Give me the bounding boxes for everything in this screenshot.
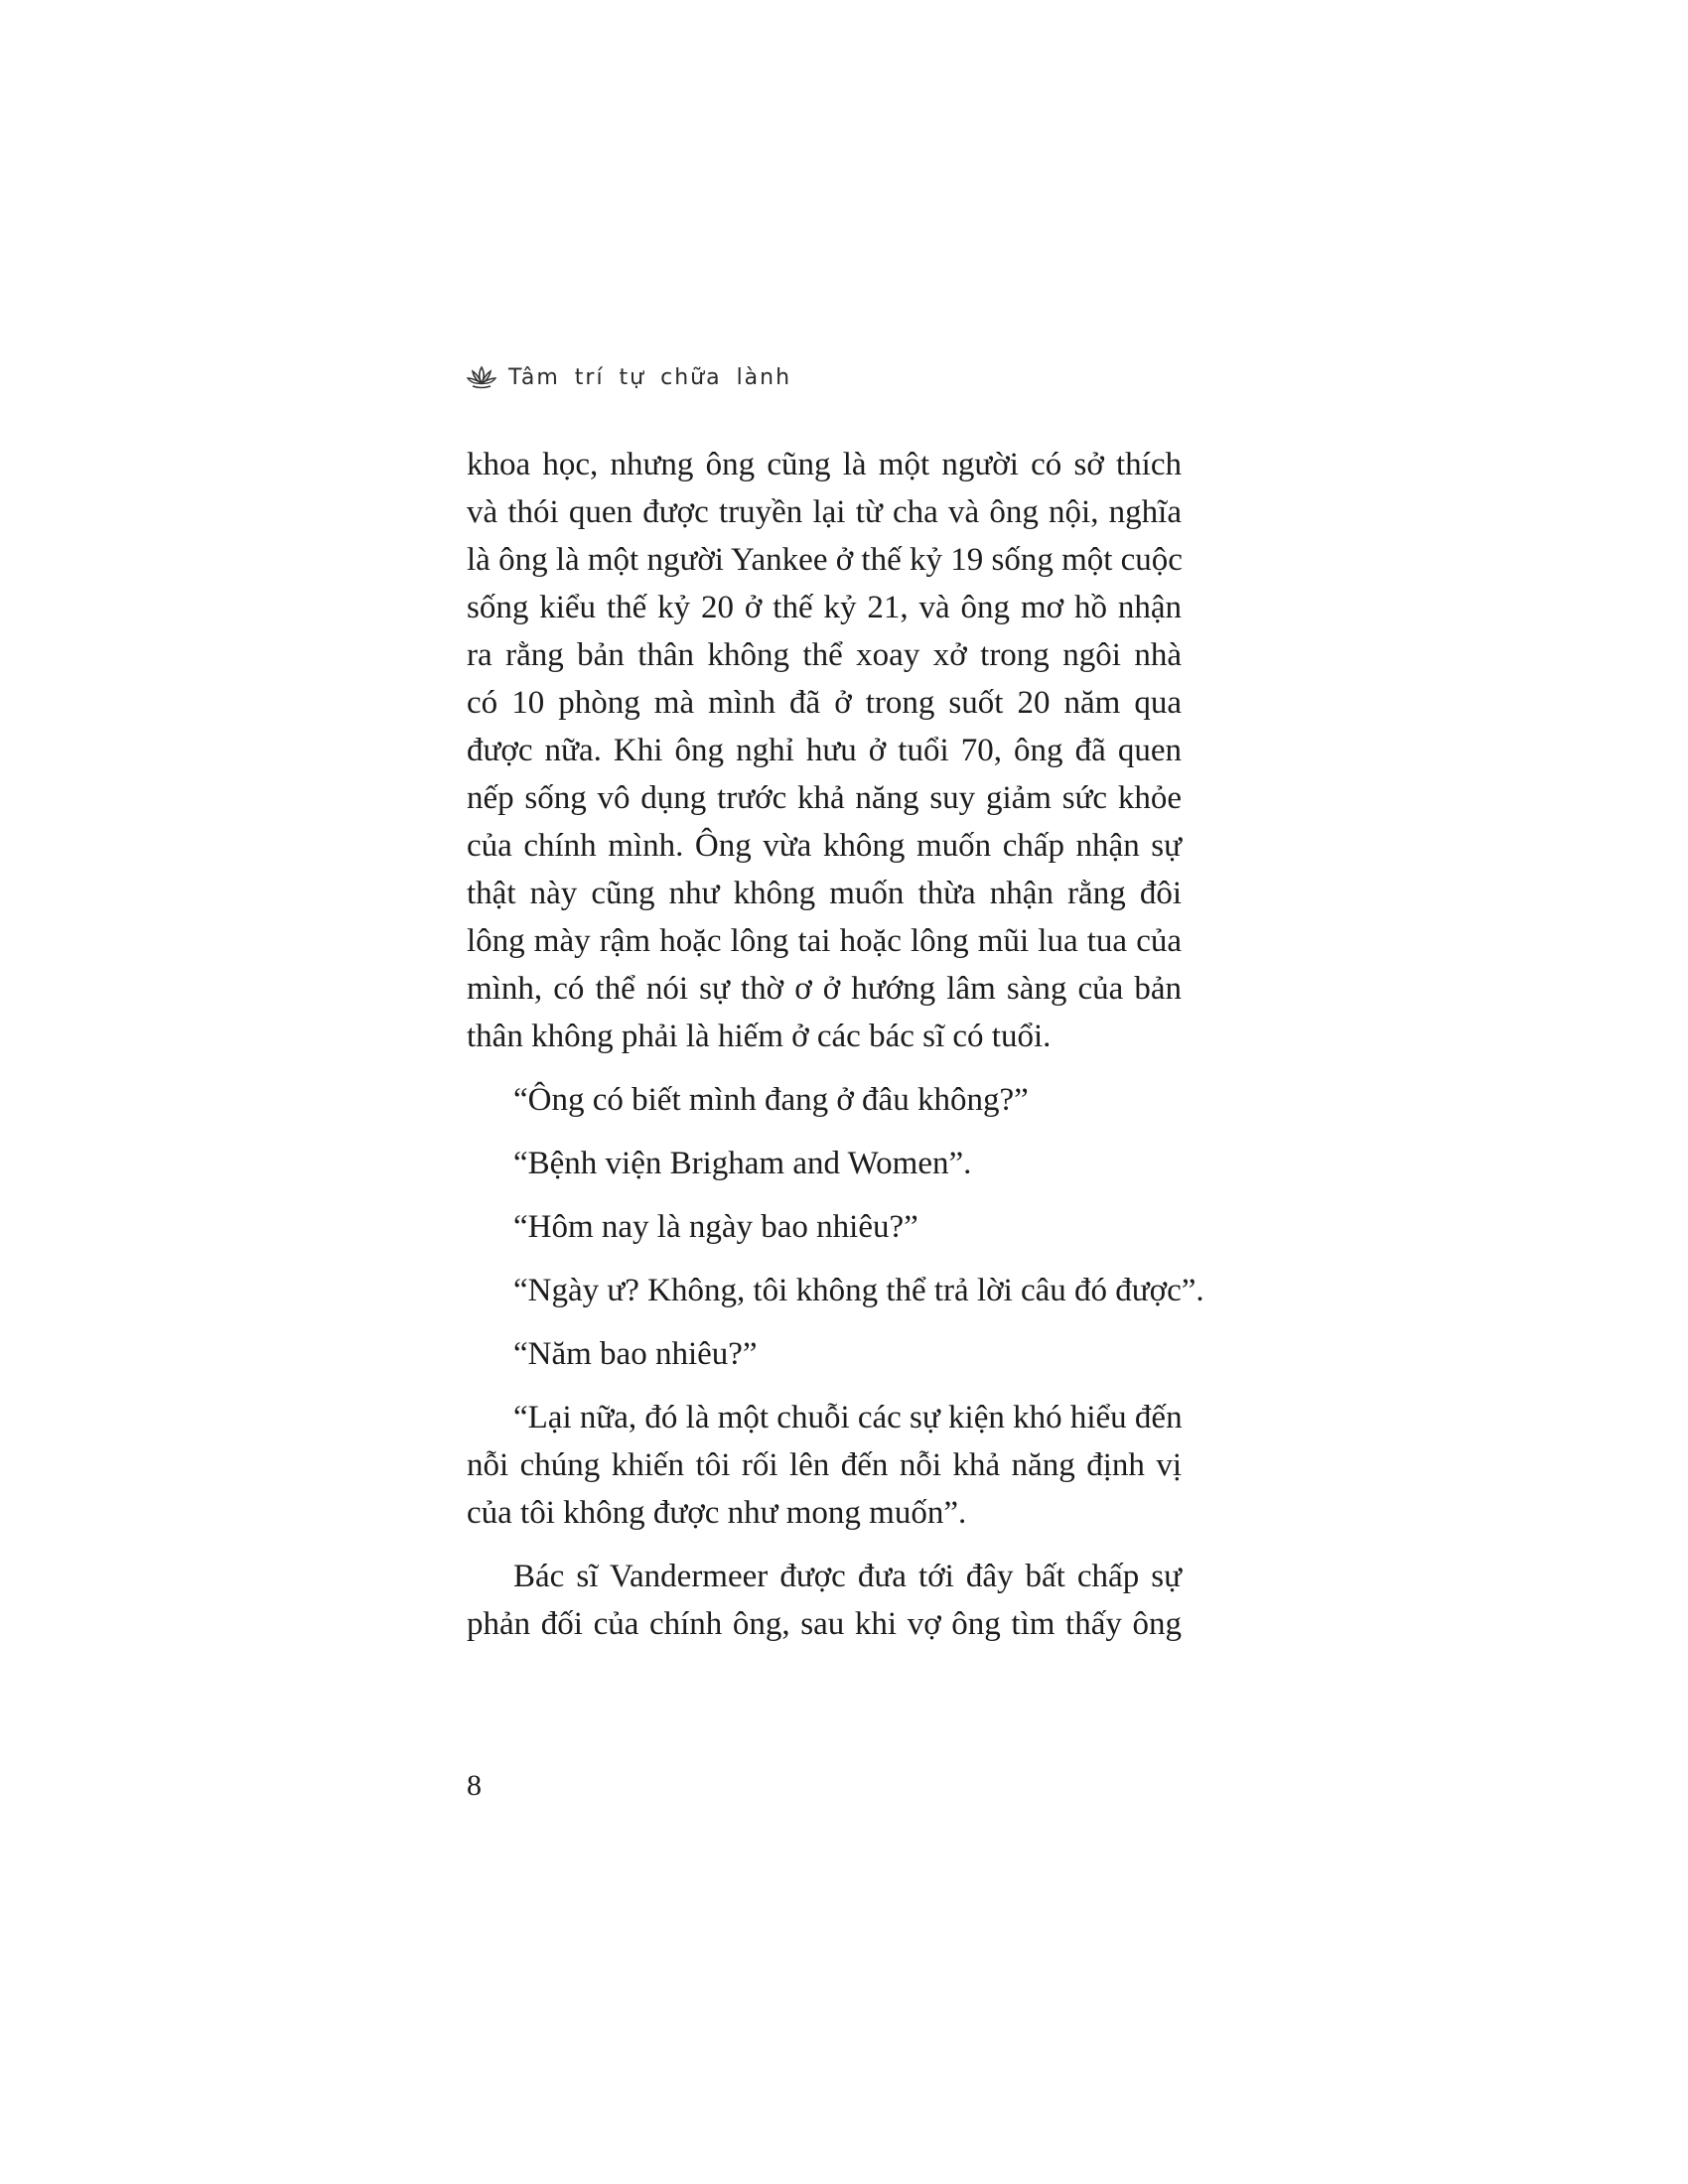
text-line: có 10 phòng mà mình đã ở trong suốt 20 năm qua bbox=[467, 685, 1182, 721]
running-header bbox=[467, 359, 791, 395]
text-line: mình, có thể nói sự thờ ơ ở hướng lâm sàng của bản bbox=[467, 971, 1182, 1007]
text-line: của tôi không được như mong muốn”. bbox=[467, 1495, 967, 1531]
text-line: khoa học, nhưng ông cũng là một người có sở thích bbox=[467, 447, 1182, 482]
paragraph bbox=[467, 1553, 1182, 1648]
text-line: Bác sĩ Vandermeer được đưa tới đây bất chấp sự bbox=[513, 1559, 1182, 1594]
body-text bbox=[467, 441, 1204, 1648]
paragraph bbox=[467, 441, 1182, 1060]
text-line: sống kiểu thế kỷ 20 ở thế kỷ 21, và ông mơ hồ nhận bbox=[467, 590, 1182, 625]
dialogue-line: “Năm bao nhiêu?” bbox=[513, 1336, 758, 1372]
running-header-title: Tâm trí tự chữa lành bbox=[508, 364, 792, 390]
text-line: là ông là một người Yankee ở thế kỷ 19 sống một cuộc bbox=[467, 542, 1183, 578]
dialogue-line: “Ngày ư? Không, tôi không thể trả lời câu đó được”. bbox=[513, 1273, 1204, 1308]
text-line: nếp sống vô dụng trước khả năng suy giảm sức khỏe bbox=[467, 780, 1182, 816]
paragraph bbox=[467, 1394, 1182, 1537]
text-line: của chính mình. Ông vừa không muốn chấp nhận sự bbox=[467, 828, 1182, 864]
text-line: thật này cũng như không muốn thừa nhận rằng đôi bbox=[467, 876, 1182, 911]
dialogue-line: “Hôm nay là ngày bao nhiêu?” bbox=[513, 1209, 918, 1245]
text-line: nỗi chúng khiến tôi rối lên đến nỗi khả năng định vị bbox=[467, 1447, 1182, 1483]
page-number: 8 bbox=[467, 1769, 482, 1802]
dialogue-line: “Bệnh viện Brigham and Women”. bbox=[513, 1146, 972, 1181]
text-line: “Lại nữa, đó là một chuỗi các sự kiện khó hiểu đến bbox=[513, 1400, 1183, 1435]
text-line: thân không phải là hiếm ở các bác sĩ có tuổi. bbox=[467, 1019, 1052, 1054]
text-line: phản đối của chính ông, sau khi vợ ông tìm thấy ông bbox=[467, 1606, 1182, 1642]
text-line: và thói quen được truyền lại từ cha và ông nội, nghĩa bbox=[467, 494, 1182, 530]
dialogue-line: “Ông có biết mình đang ở đâu không?” bbox=[513, 1082, 1029, 1118]
text-line: được nữa. Khi ông nghỉ hưu ở tuổi 70, ông đã quen bbox=[467, 733, 1182, 768]
text-line: lông mày rậm hoặc lông tai hoặc lông mũi lua tua của bbox=[467, 923, 1182, 959]
text-line: ra rằng bản thân không thể xoay xở trong ngôi nhà bbox=[467, 637, 1182, 673]
lotus-icon bbox=[467, 364, 496, 390]
